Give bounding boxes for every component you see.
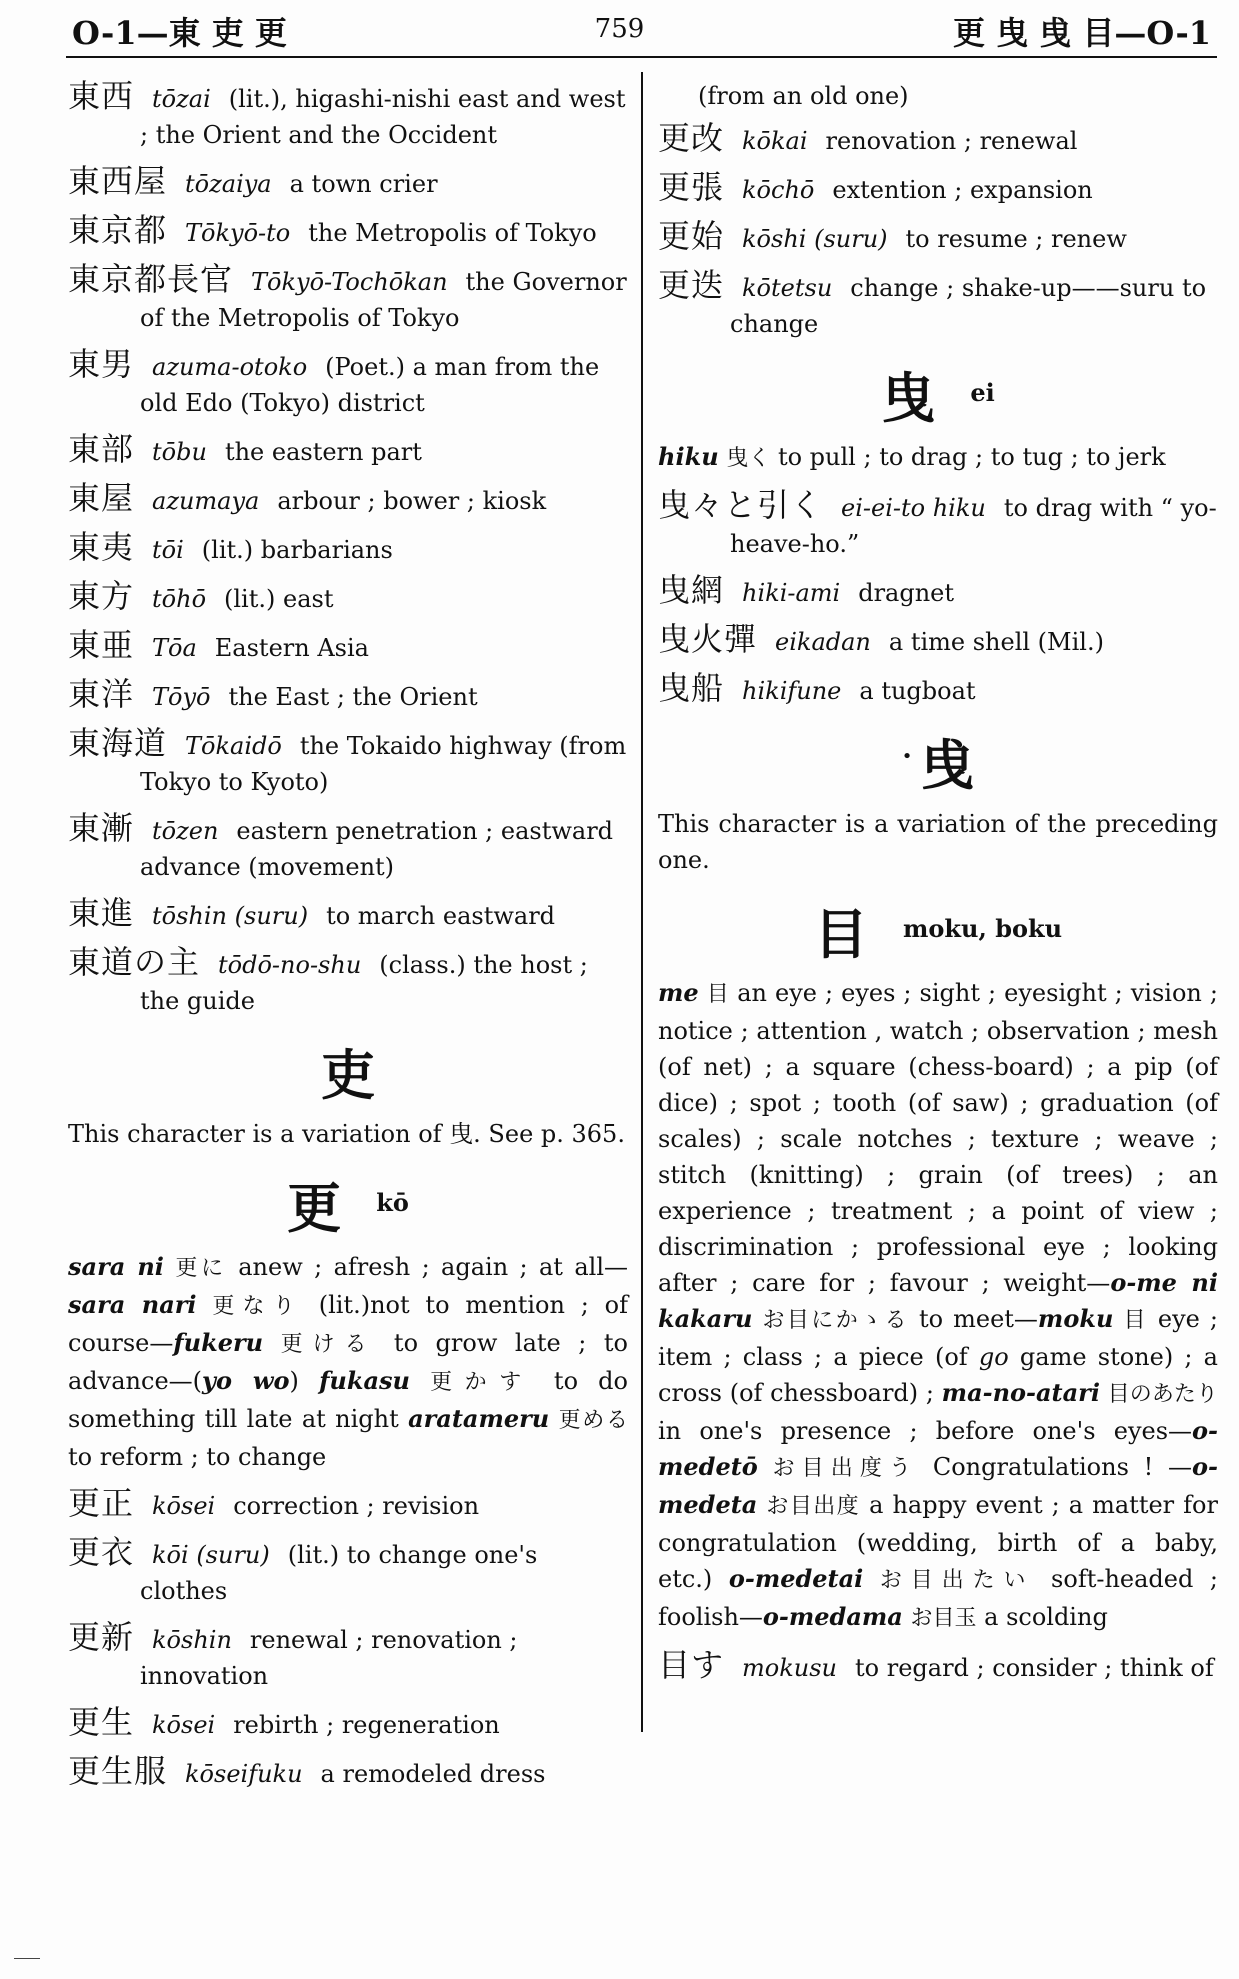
entry-meaning: the eastern part [224, 438, 422, 466]
definition-moku [658, 975, 1218, 1637]
entry-kanji: 更張 [658, 168, 725, 206]
entry-meaning: a town crier [289, 170, 438, 198]
gloss: to grow late ; to advance—( [68, 1329, 628, 1395]
dictionary-entry [68, 1534, 628, 1609]
right-entry-list-b [658, 487, 1218, 709]
entry-romaji: tōshin (suru) [152, 902, 309, 930]
entry-kanji: 曳火彈 [658, 620, 758, 658]
right-entry-list-c [658, 1647, 1218, 1686]
entry-kanji: 東部 [68, 430, 135, 468]
entry-romaji: hiki-ami [742, 579, 841, 607]
entry-meaning: renovation ; renewal [825, 127, 1078, 155]
entry-romaji: hikifune [742, 677, 842, 705]
entry-romaji: eikadan [775, 628, 871, 656]
headword-ko [68, 1166, 628, 1243]
right-column [658, 78, 1218, 1696]
dictionary-entry [658, 621, 1218, 660]
kana-term: 目 [1123, 1308, 1148, 1333]
entry-kanji: 目す [658, 1646, 725, 1684]
entry-meaning: to resume ; renew [905, 225, 1127, 253]
headword-ei-variant [658, 723, 1218, 800]
romaji-term: o-medetō [658, 1416, 1218, 1481]
gloss: anew ; afresh ; again ; at all— [238, 1253, 628, 1281]
entry-kanji: 東京都長官 [68, 260, 234, 298]
entry-kanji: 東京都 [68, 211, 168, 249]
variation-note-ei: This character is a variation of the preceding one. [658, 810, 1218, 874]
entry-meaning: (class.) the host ; the guide [140, 951, 588, 1015]
right-entry-list-a [658, 120, 1218, 342]
header-left-index: O-1—東 吏 更 [72, 14, 287, 52]
dictionary-entry [68, 1753, 628, 1792]
romaji-term: sara ni [68, 1252, 164, 1281]
entry-meaning: rebirth ; regeneration [233, 1711, 500, 1739]
gloss: to reform ; to change [68, 1443, 327, 1471]
entry-meaning: arbour ; bower ; kiosk [277, 487, 547, 515]
entry-kanji: 東方 [68, 577, 135, 615]
dictionary-entry [68, 725, 628, 800]
dictionary-entry [68, 346, 628, 421]
dictionary-entry [68, 529, 628, 568]
dictionary-entry [68, 944, 628, 1019]
entry-kanji: 東漸 [68, 809, 135, 847]
entry-meaning: change ; shake-up——suru to change [730, 274, 1207, 338]
entry-kanji: 更生服 [68, 1752, 168, 1790]
entry-meaning: the Tokaido highway (from Tokyo to Kyoto) [140, 732, 627, 796]
dictionary-entry [68, 1704, 628, 1743]
dictionary-entry [68, 676, 628, 715]
romaji-term: o-medeta [658, 1452, 1218, 1519]
entry-meaning: Eastern Asia [214, 634, 369, 662]
romaji-term: me [658, 978, 699, 1007]
headword-ei [658, 356, 1218, 433]
entry-kanji: 曳網 [658, 571, 725, 609]
headword-char: 吏 [321, 1044, 375, 1107]
entry-kanji: 曳船 [658, 669, 725, 707]
entry-romaji: Tōkaidō [185, 732, 282, 760]
kana-term: 目 [706, 982, 730, 1007]
gloss: a scolding [984, 1603, 1108, 1631]
entry-meaning: (lit.) east [224, 585, 334, 613]
headword-char: 曳 [881, 367, 936, 430]
gloss: eye ; item ; class ; a piece (of [658, 1305, 1218, 1371]
entry-kanji: 東屋 [68, 479, 135, 517]
definition-ko [68, 1249, 628, 1475]
dictionary-entry [658, 218, 1218, 257]
entry-meaning: a tugboat [859, 677, 976, 705]
dictionary-entry [658, 487, 1218, 562]
entry-kanji: 更衣 [68, 1533, 135, 1571]
romaji-term: moku [1037, 1304, 1114, 1333]
entry-meaning: dragnet [858, 579, 955, 607]
romaji-term: o-medama [762, 1602, 903, 1631]
continued-text: (from an old one) [698, 82, 909, 110]
headword-moku [658, 892, 1218, 969]
romaji-term: aratameru [408, 1404, 550, 1433]
entry-romaji: tōi [152, 536, 184, 564]
entry-kanji: 東亜 [68, 626, 135, 664]
romaji-term: fukasu [319, 1366, 410, 1395]
dictionary-entry [658, 169, 1218, 208]
dictionary-entry [68, 78, 628, 153]
entry-romaji: kōsei [152, 1711, 216, 1739]
entry-romaji: mokusu [742, 1654, 837, 1682]
dictionary-entry [68, 1619, 628, 1694]
romaji-term: sara nari [68, 1290, 197, 1319]
romaji-term: go [978, 1343, 1009, 1371]
dictionary-entry [658, 670, 1218, 709]
entry-meaning: a remodeled dress [320, 1760, 546, 1788]
romaji-term: yo wo [202, 1366, 290, 1395]
gloss: in one's presence ; before one's eyes— [658, 1417, 1193, 1445]
entry-meaning: (lit.), higashi-nishi east and west ; the Orient and the Occident [140, 85, 626, 149]
gloss: to pull ; to drag ; to tug ; to jerk [777, 443, 1166, 471]
headword-reading: kō [376, 1188, 409, 1217]
entry-romaji: kōtetsu [742, 274, 833, 302]
entry-romaji: ei-ei-to hiku [841, 494, 986, 522]
entry-romaji: kōi (suru) [152, 1541, 270, 1569]
entry-meaning: renewal ; renovation ; innovation [140, 1626, 518, 1690]
dictionary-entry [68, 163, 628, 202]
headword-char: 更 [287, 1177, 342, 1240]
entry-kanji: 曳々と引く [658, 486, 824, 524]
entry-romaji: Tōkyō-Tochōkan [251, 268, 448, 296]
gloss: game stone) ; a cross (of chessboard) ; [658, 1343, 1218, 1407]
entry-romaji: Tōyō [152, 683, 211, 711]
entry-romaji: azuma-otoko [152, 353, 308, 381]
entry-kanji: 更正 [68, 1484, 135, 1522]
column-divider [641, 72, 643, 1732]
entry-kanji: 東男 [68, 345, 135, 383]
entry-meaning: (lit.) barbarians [201, 536, 393, 564]
dictionary-entry [68, 1485, 628, 1524]
entry-kanji: 東進 [68, 894, 135, 932]
romaji-term: hiku [658, 442, 719, 471]
kana-term: 更に [175, 1256, 227, 1281]
variation-note-li: This character is a variation of 曳. See p. 365. [68, 1120, 625, 1148]
entry-kanji: 更生 [68, 1703, 135, 1741]
headword-li [68, 1033, 628, 1110]
entry-meaning: (Poet.) a man from the old Edo (Tokyo) district [140, 353, 600, 417]
entry-meaning: a time shell (Mil.) [888, 628, 1104, 656]
dictionary-entry [68, 895, 628, 934]
romaji-term: fukeru [173, 1328, 264, 1357]
dictionary-entry [68, 480, 628, 519]
entry-kanji: 東道の主 [68, 943, 201, 981]
romaji-term: o-me ni kakaru [658, 1268, 1218, 1333]
entry-romaji: Tōkyō-to [185, 219, 291, 247]
entry-meaning: the East ; the Orient [228, 683, 478, 711]
gloss: ) [289, 1367, 320, 1395]
gloss: to do something till late at night [68, 1367, 628, 1433]
kana-term: 目のあたり [1107, 1382, 1218, 1407]
left-entry-list-b [68, 1485, 628, 1792]
page-number: 759 [594, 14, 645, 44]
kana-term: 更ける [280, 1332, 377, 1357]
entry-kanji: 東洋 [68, 675, 135, 713]
kana-term: 曳く [726, 446, 771, 471]
dictionary-entry [68, 212, 628, 251]
entry-meaning: to march eastward [326, 902, 556, 930]
headword-char: 目 [813, 903, 868, 966]
entry-kanji: 東海道 [68, 724, 168, 762]
gloss: to meet— [918, 1305, 1038, 1333]
entry-romaji: tōbu [152, 438, 207, 466]
romaji-term: ma-no-atari [941, 1378, 1100, 1407]
entry-kanji: 更迭 [658, 266, 725, 304]
header-right-index: 更 曳 曵 目—O-1 [952, 14, 1211, 52]
kana-term: 更かす [430, 1370, 534, 1395]
romaji-term: o-medetai [728, 1564, 864, 1593]
entry-romaji: kōseifuku [185, 1760, 303, 1788]
entry-kanji: 東夷 [68, 528, 135, 566]
entry-romaji: tōzen [152, 817, 219, 845]
kana-term: 更める [558, 1408, 628, 1433]
entry-romaji: azumaya [152, 487, 260, 515]
kana-term: お目出度う [772, 1456, 919, 1481]
entry-kanji: 更新 [68, 1618, 135, 1656]
entry-romaji: tōdō-no-shu [218, 951, 362, 979]
left-column [68, 78, 628, 1802]
entry-kanji: 東西 [68, 77, 135, 115]
dictionary-entry [68, 431, 628, 470]
gloss: a happy event ; a matter for congratulation (wedding, birth of a baby, etc.) [658, 1491, 1218, 1593]
entry-romaji: tōzaiya [185, 170, 272, 198]
margin-mark [14, 1958, 40, 1959]
left-entry-list-a [68, 78, 628, 1019]
entry-meaning: the Governor of the Metropolis of Tokyo [140, 268, 627, 332]
entry-romaji: kōsei [152, 1492, 216, 1520]
headword-reading: ei [970, 378, 995, 407]
gloss: soft-headed ; foolish— [658, 1565, 1218, 1631]
entry-meaning: correction ; revision [233, 1492, 480, 1520]
entry-kanji: 更改 [658, 119, 725, 157]
entry-romaji: kōshin [152, 1626, 232, 1654]
entry-romaji: tōhō [152, 585, 207, 613]
entry-meaning: the Metropolis of Tokyo [308, 219, 597, 247]
entry-meaning: eastern penetration ; eastward advance (movement) [140, 817, 614, 881]
headword-reading: moku, boku [903, 914, 1063, 943]
entry-romaji: Tōa [152, 634, 197, 662]
dictionary-entry [658, 1647, 1218, 1686]
dictionary-entry [658, 120, 1218, 159]
entry-romaji: kōshi (suru) [742, 225, 888, 253]
dictionary-entry [68, 627, 628, 666]
entry-meaning: to drag with “ yo-heave-ho.” [730, 494, 1217, 558]
dictionary-entry [68, 261, 628, 336]
gloss: Congratulations ! — [932, 1453, 1193, 1481]
dictionary-entry [658, 572, 1218, 611]
kana-term: お目玉 [910, 1606, 977, 1631]
kana-term: お目にかゝる [762, 1308, 909, 1333]
entry-romaji: kōkai [742, 127, 808, 155]
kana-term: 更なり [212, 1294, 303, 1319]
headword-char: 曵 [920, 734, 975, 797]
entry-kanji: 東西屋 [68, 162, 168, 200]
dictionary-entry [68, 578, 628, 617]
variant-dot-icon: • [901, 746, 913, 767]
definition-ei [658, 439, 1218, 477]
gloss: an eye ; eyes ; sight ; eyesight ; vision ; notice ; attention , watch ; observation ; mesh (of net) ; a square (chess-board) ; a pip (of dice) ; spot ; tooth (of saw) ; graduation (of scales) ; scale notches ; texture ; weave ; stitch (knitting) ; grain (of trees) ; an experience ; treatment ; a point of view ; discrimination ; professional eye ; looking after ; care for ; favour ; weight— [658, 979, 1218, 1297]
dictionary-entry [68, 810, 628, 885]
header-rule [66, 56, 1217, 58]
entry-meaning: (lit.) to change one's clothes [140, 1541, 538, 1605]
entry-kanji: 更始 [658, 217, 725, 255]
gloss: (lit.)not to mention ; of course— [68, 1291, 628, 1357]
entry-meaning: extention ; expansion [832, 176, 1093, 204]
dictionary-entry [658, 267, 1218, 342]
kana-term: お目出度 [766, 1494, 861, 1519]
kana-term: お目出たい [879, 1568, 1035, 1593]
entry-romaji: kōchō [742, 176, 815, 204]
entry-meaning: to regard ; consider ; think of [855, 1654, 1214, 1682]
entry-romaji: tōzai [152, 85, 211, 113]
